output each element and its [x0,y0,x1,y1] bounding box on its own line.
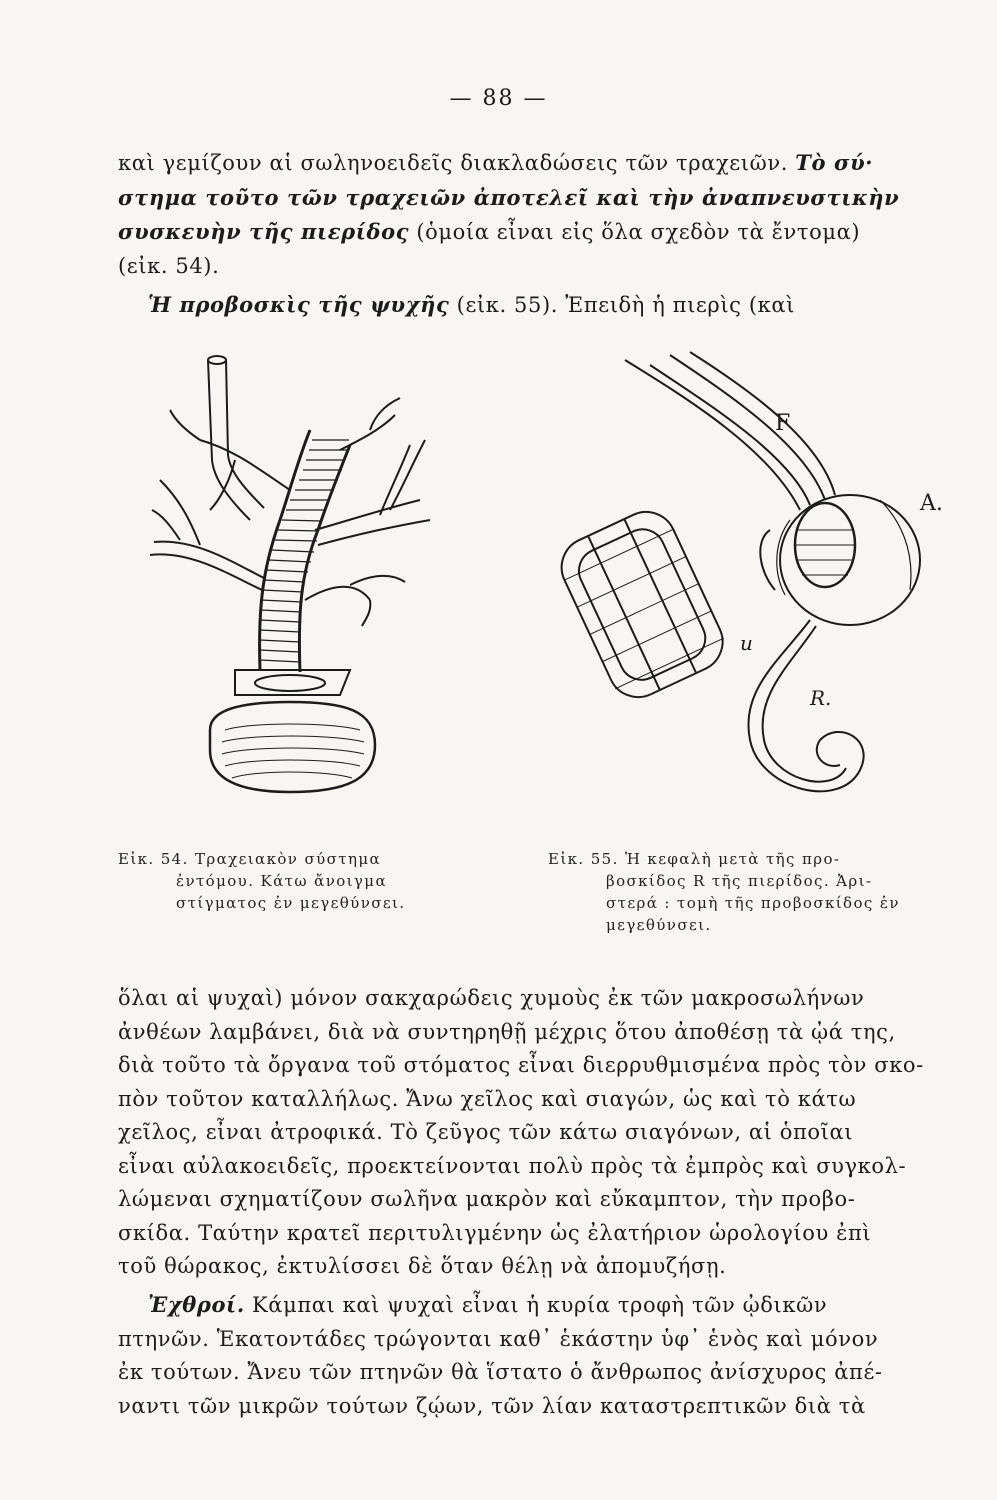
figure-54-caption: Εἰκ. 54. Τραχειακὸν σύστημα ἐντόμου. Κάτω ἄνοιγμα στίγματος ἐν μεγεθύνσει. [118,850,406,912]
label-a: A. [920,491,943,516]
text-line: λώμεναι σχηματίζουν σωλῆνα μακρὸν καὶ εὔκαμπτον, τὴν προβο- [118,1187,856,1211]
top-paragraph [118,146,961,283]
text-line: Ἡ προβοσκὶς τῆς ψυχῆς (εἰκ. 55). Ἐπειδὴ ἡ πιερὶς (καὶ [148,292,795,317]
text-line: διὰ τοῦτο τὰ ὄργανα τοῦ στόματος εἶναι διερρυθμισμένα πρὸς τὸν σκο- [118,1053,924,1077]
text-line: τοῦ θώρακος, ἐκτυλίσσει δὲ ὅταν θέλῃ νὰ ἀπομυζήσῃ. [118,1254,727,1278]
text-line: χεῖλος, εἶναι ἀτροφικά. Τὸ ζεῦγος τῶν κάτω σιαγόνων, αἱ ὁποῖαι [118,1120,854,1144]
text-line: σκίδα. Ταύτην κρατεῖ περιτυλιγμένην ὡς ἐλατήριον ὡρολογίου ἐπὶ [118,1220,872,1245]
text-line: ἀνθέων λαμβάνει, διὰ νὰ συντηρηθῇ μέχρις ὅτου ἀποθέσῃ τὰ ᾠά της, [118,1019,896,1044]
figure-54-tracheal-system [140,350,460,820]
text-line: ὅλαι αἱ ψυχαὶ) μόνον σακχαρώδεις χυμοὺς ἐκ τῶν μακροσωλήνων [118,986,865,1010]
enemies-paragraph [118,1288,961,1423]
text-line: στημα τοῦτο τῶν τραχειῶν ἀποτελεῖ καὶ τὴν ἀναπνευστικὴν [118,184,900,210]
text-line: ἐκ τούτων. Ἄνευ τῶν πτηνῶν θὰ ἵστατο ὁ ἄνθρωπος ἀνίσχυρος ἀπέ- [118,1360,883,1384]
label-f: F [775,411,791,436]
text-line: πτηνῶν. Ἑκατοντάδες τρώγονται καθ᾽ ἑκάστην ὑφ᾽ ἑνὸς καὶ μόνον [118,1326,879,1351]
section-heading: Ἐχθροί. [148,1292,245,1317]
text-line: Ἐχθροί. Κάμπαι καὶ ψυχαὶ εἶναι ἡ κυρία τροφὴ τῶν ᾠδικῶν [148,1292,828,1317]
figure-55-caption: Εἰκ. 55. Ἡ κεφαλὴ μετὰ τῆς προ- βοσκίδος R τῆς πιερίδος. Ἀρι- στερά : τομὴ τῆς προβοσκίδος ἐν μεγεθύνσει. [548,850,900,934]
label-r: R. [810,686,832,710]
figure-55-proboscis [540,340,960,830]
text-line: εἶναι αὐλακοειδεῖς, προεκτείνονται πολὺ πρὸς τὰ ἐμπρὸς καὶ συγκολ- [118,1153,907,1178]
label-u: u [740,631,753,655]
second-paragraph [118,288,961,323]
page-number: — 88 — [449,86,548,111]
text-line: συσκευὴν τῆς πιερίδος (ὁμοία εἶναι εἰς ὅλα σχεδὸν τὰ ἔντομα) [118,219,861,244]
text-line: (εἰκ. 54). [118,253,220,278]
text-line: ναντι τῶν μικρῶν τούτων ζῴων, τῶν λίαν καταστρεπτικῶν διὰ τὰ [118,1393,866,1418]
main-paragraph [118,982,961,1284]
text-line: πὸν τοῦτον καταλλήλως. Ἄνω χεῖλος καὶ σιαγών, ὡς καὶ τὸ κάτω [118,1086,857,1111]
text-line: καὶ γεμίζουν αἱ σωληνοειδεῖς διακλαδώσεις τῶν τραχειῶν. Τὸ σύ· [118,150,874,175]
